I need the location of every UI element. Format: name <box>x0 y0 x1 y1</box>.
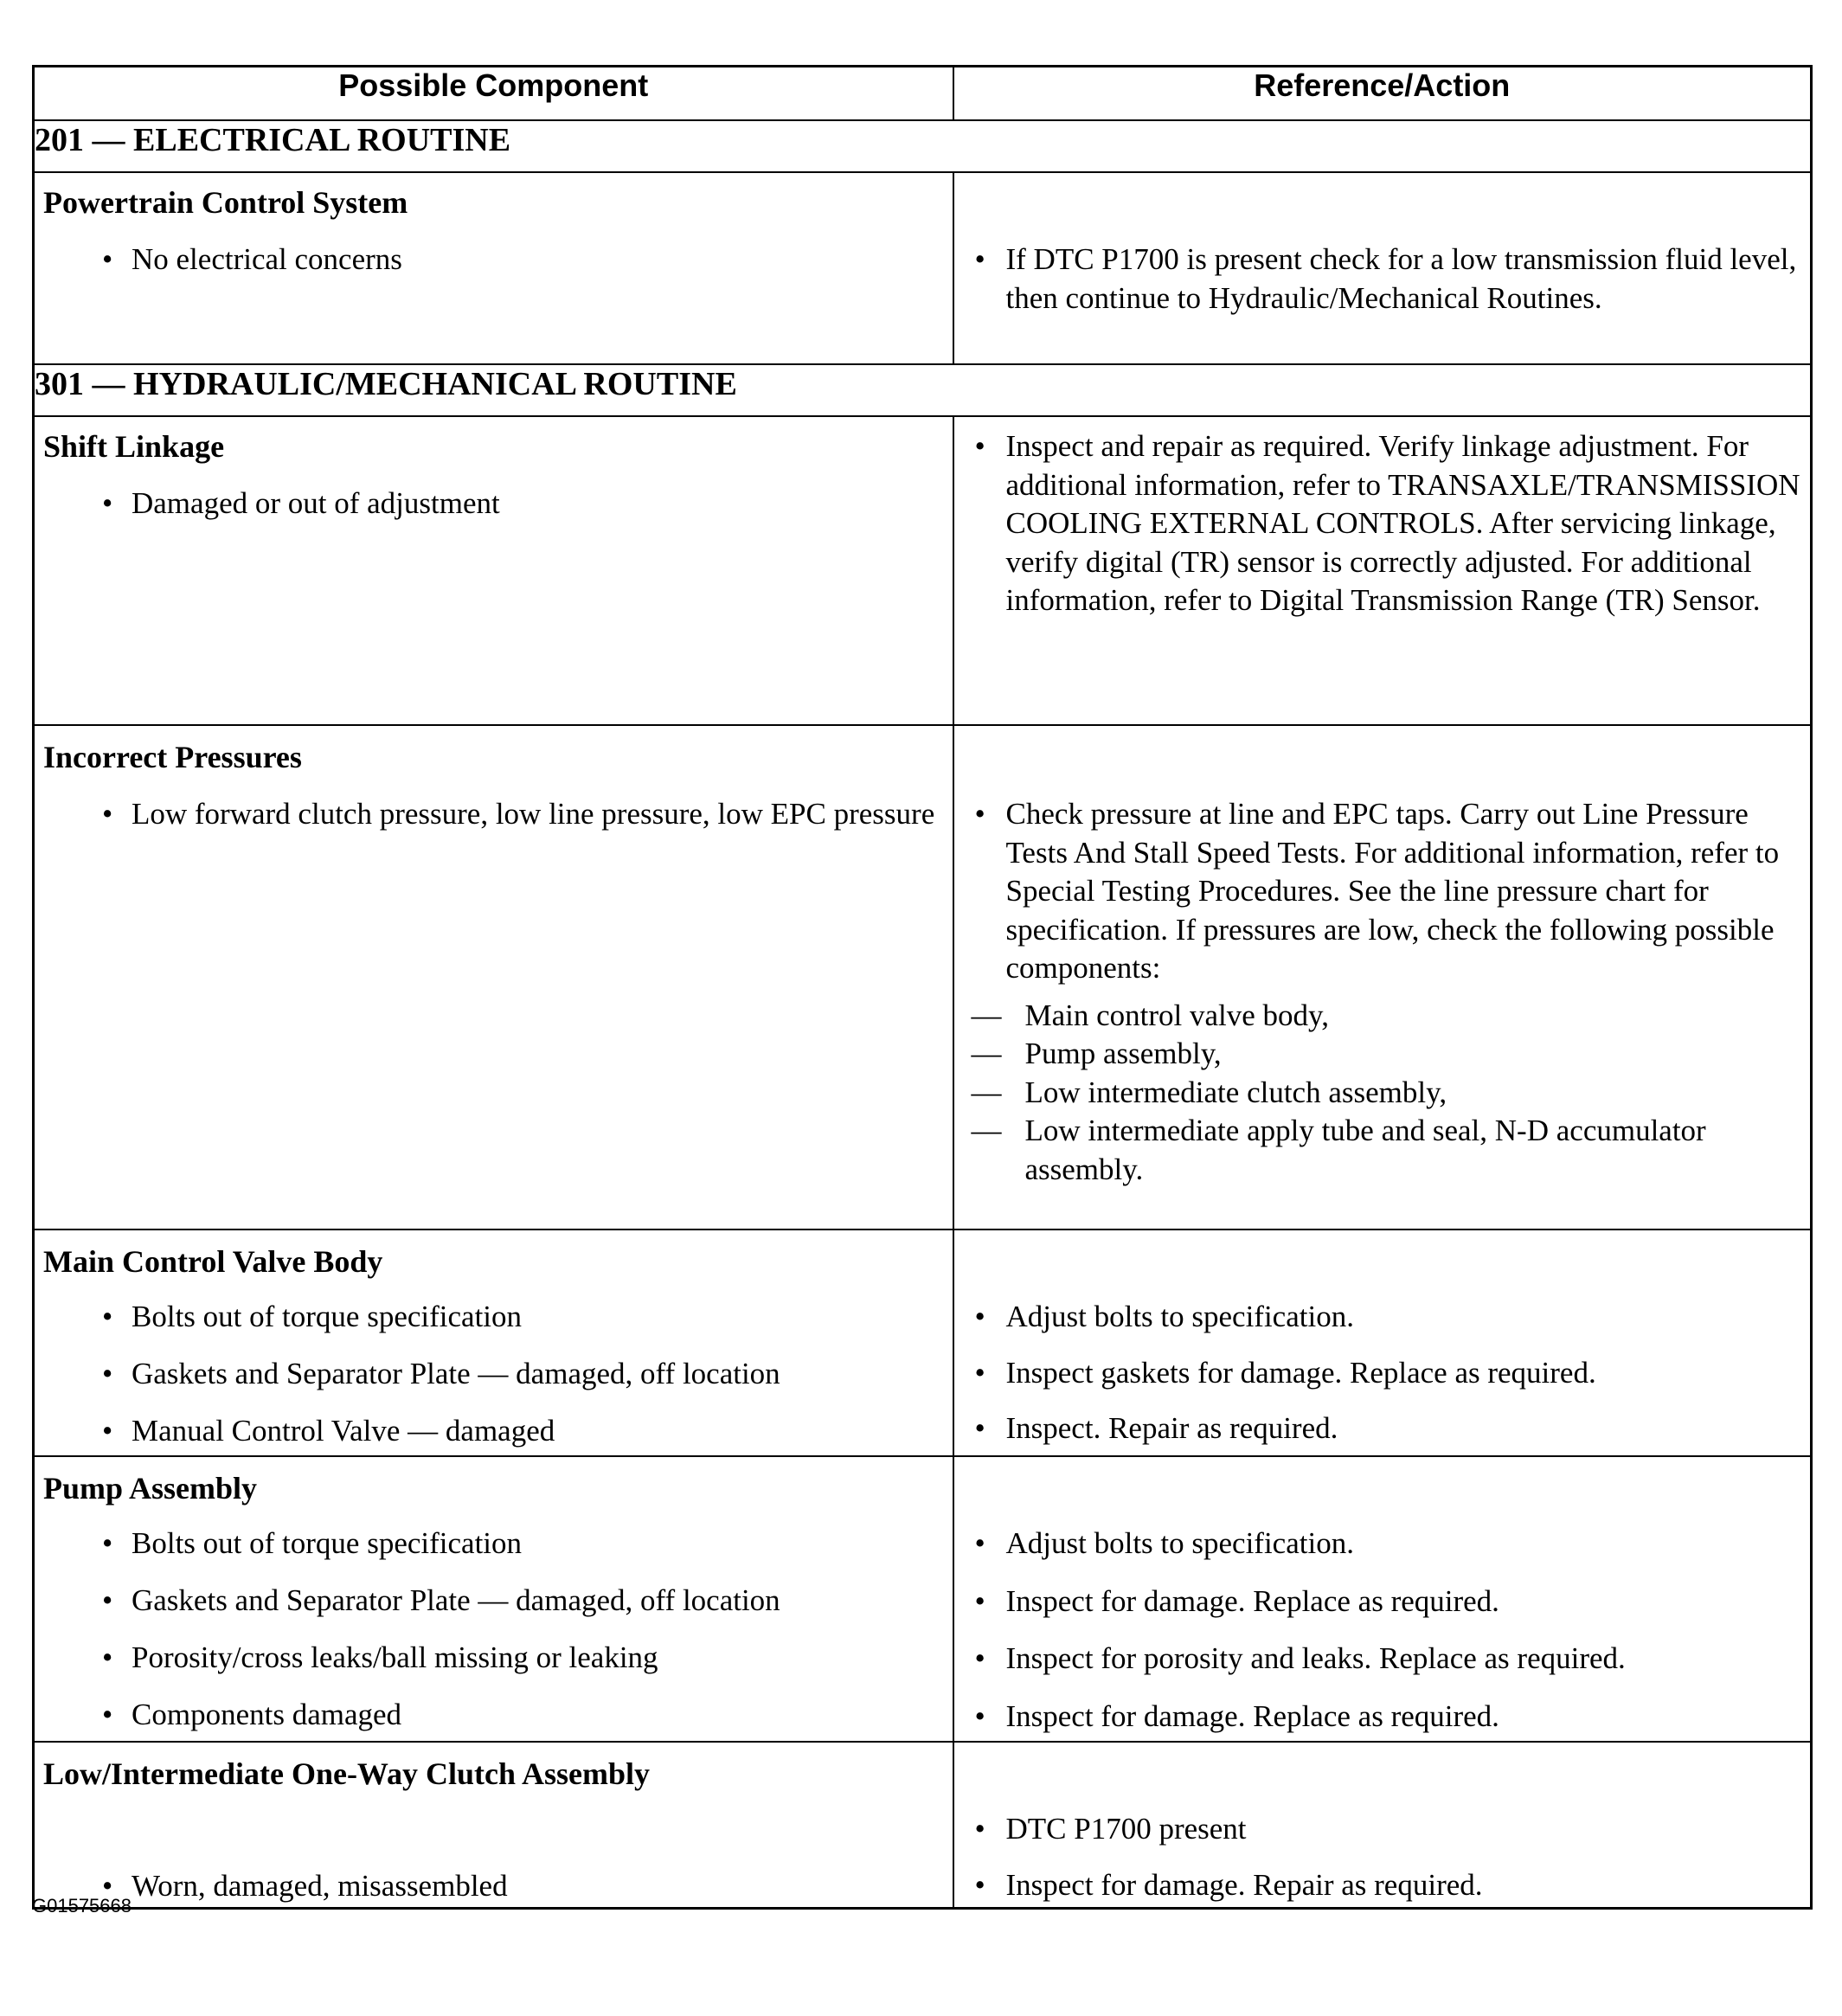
action-cell <box>953 172 1812 364</box>
list-item: • Bolts out of torque specification <box>35 1525 953 1563</box>
action-list <box>954 1525 1811 1736</box>
component-list <box>35 1298 953 1450</box>
list-item: • Adjust bolts to specification. <box>954 1298 1811 1337</box>
figure-code: G01575668 <box>32 1895 132 1916</box>
list-item: • Components damaged <box>35 1696 953 1734</box>
component-cell <box>34 1456 953 1742</box>
list-item: • Bolts out of torque specification <box>35 1298 953 1336</box>
component-cell <box>34 1742 953 1908</box>
diagnostic-table <box>32 65 1813 1910</box>
section-row-301 <box>34 364 1812 416</box>
component-list <box>35 795 953 833</box>
header-component: Possible Component <box>34 67 953 121</box>
component-title: Low/Intermediate One-Way Clutch Assembly <box>43 1756 650 1791</box>
list-item: • Inspect gaskets for damage. Replace as required. <box>954 1354 1811 1393</box>
action-cell <box>953 1742 1812 1908</box>
component-title: Powertrain Control System <box>43 185 408 220</box>
header-action: Reference/Action <box>953 67 1812 121</box>
list-item: • Porosity/cross leaks/ball missing or leaking <box>35 1639 953 1677</box>
action-list <box>954 1810 1811 1904</box>
component-list <box>35 1867 953 1905</box>
action-cell <box>953 1456 1812 1742</box>
component-title: Shift Linkage <box>43 429 225 464</box>
table-row <box>34 172 1812 364</box>
table-row <box>34 1742 1812 1908</box>
section-row-201 <box>34 120 1812 172</box>
list-item: • Check pressure at line and EPC taps. Carry out Line Pressure Tests And Stall Speed Tests. For additional information, refer to Special Testing Procedures. See the line pressure chart for specification. If pressures are low, check the following possible components: <box>954 795 1811 988</box>
component-list <box>35 485 953 523</box>
component-title: Main Control Valve Body <box>43 1244 383 1279</box>
section-301-title: 301 — HYDRAULIC/MECHANICAL ROUTINE <box>34 364 1812 416</box>
list-item: • DTC P1700 present <box>954 1810 1811 1849</box>
list-item: • Inspect for damage. Repair as required. <box>954 1866 1811 1905</box>
section-201-title: 201 — ELECTRICAL ROUTINE <box>34 120 1812 172</box>
action-list <box>954 241 1811 318</box>
component-list <box>35 1525 953 1734</box>
list-item: • Inspect and repair as required. Verify linkage adjustment. For additional information, refer to TRANSAXLE/TRANSMISSION COOLING EXTERNAL CONTROLS. After servicing linkage, verify digital (TR) sensor is correctly adjusted. For additional information, refer to Digital Transmission Range (TR) Sensor. <box>954 427 1811 620</box>
list-item: • Damaged or out of adjustment <box>35 485 953 523</box>
component-cell <box>34 725 953 1230</box>
component-list <box>35 241 953 279</box>
table-row <box>34 725 1812 1230</box>
action-list <box>954 427 1811 620</box>
component-cell <box>34 1230 953 1456</box>
list-item: • Adjust bolts to specification. <box>954 1525 1811 1563</box>
list-item: • No electrical concerns <box>35 241 953 279</box>
table-row <box>34 1456 1812 1742</box>
action-list <box>954 795 1811 988</box>
list-item: — Pump assembly, <box>954 1035 1811 1074</box>
list-item: — Low intermediate apply tube and seal, N-D accumulator assembly. <box>954 1112 1811 1189</box>
component-cell <box>34 416 953 725</box>
component-title: Pump Assembly <box>43 1471 258 1506</box>
list-item: • Inspect for porosity and leaks. Replace as required. <box>954 1640 1811 1679</box>
list-item: • Inspect. Repair as required. <box>954 1409 1811 1448</box>
list-item: — Low intermediate clutch assembly, <box>954 1074 1811 1113</box>
list-item: • Worn, damaged, misassembled <box>35 1867 953 1905</box>
sub-action-list <box>954 997 1811 1190</box>
table-row <box>34 416 1812 725</box>
list-item: • Low forward clutch pressure, low line pressure, low EPC pressure <box>35 795 953 833</box>
component-cell <box>34 172 953 364</box>
component-title: Incorrect Pressures <box>43 740 302 774</box>
list-item: • If DTC P1700 is present check for a low transmission fluid level, then continue to Hydraulic/Mechanical Routines. <box>954 241 1811 318</box>
action-list <box>954 1298 1811 1448</box>
list-item: • Inspect for damage. Replace as required. <box>954 1698 1811 1737</box>
action-cell <box>953 725 1812 1230</box>
action-cell <box>953 1230 1812 1456</box>
list-item: • Gaskets and Separator Plate — damaged, off location <box>35 1582 953 1620</box>
header-row <box>34 67 1812 121</box>
list-item: — Main control valve body, <box>954 997 1811 1036</box>
list-item: • Gaskets and Separator Plate — damaged, off location <box>35 1355 953 1393</box>
action-cell <box>953 416 1812 725</box>
table-row <box>34 1230 1812 1456</box>
list-item: • Manual Control Valve — damaged <box>35 1412 953 1450</box>
list-item: • Inspect for damage. Replace as required. <box>954 1583 1811 1621</box>
